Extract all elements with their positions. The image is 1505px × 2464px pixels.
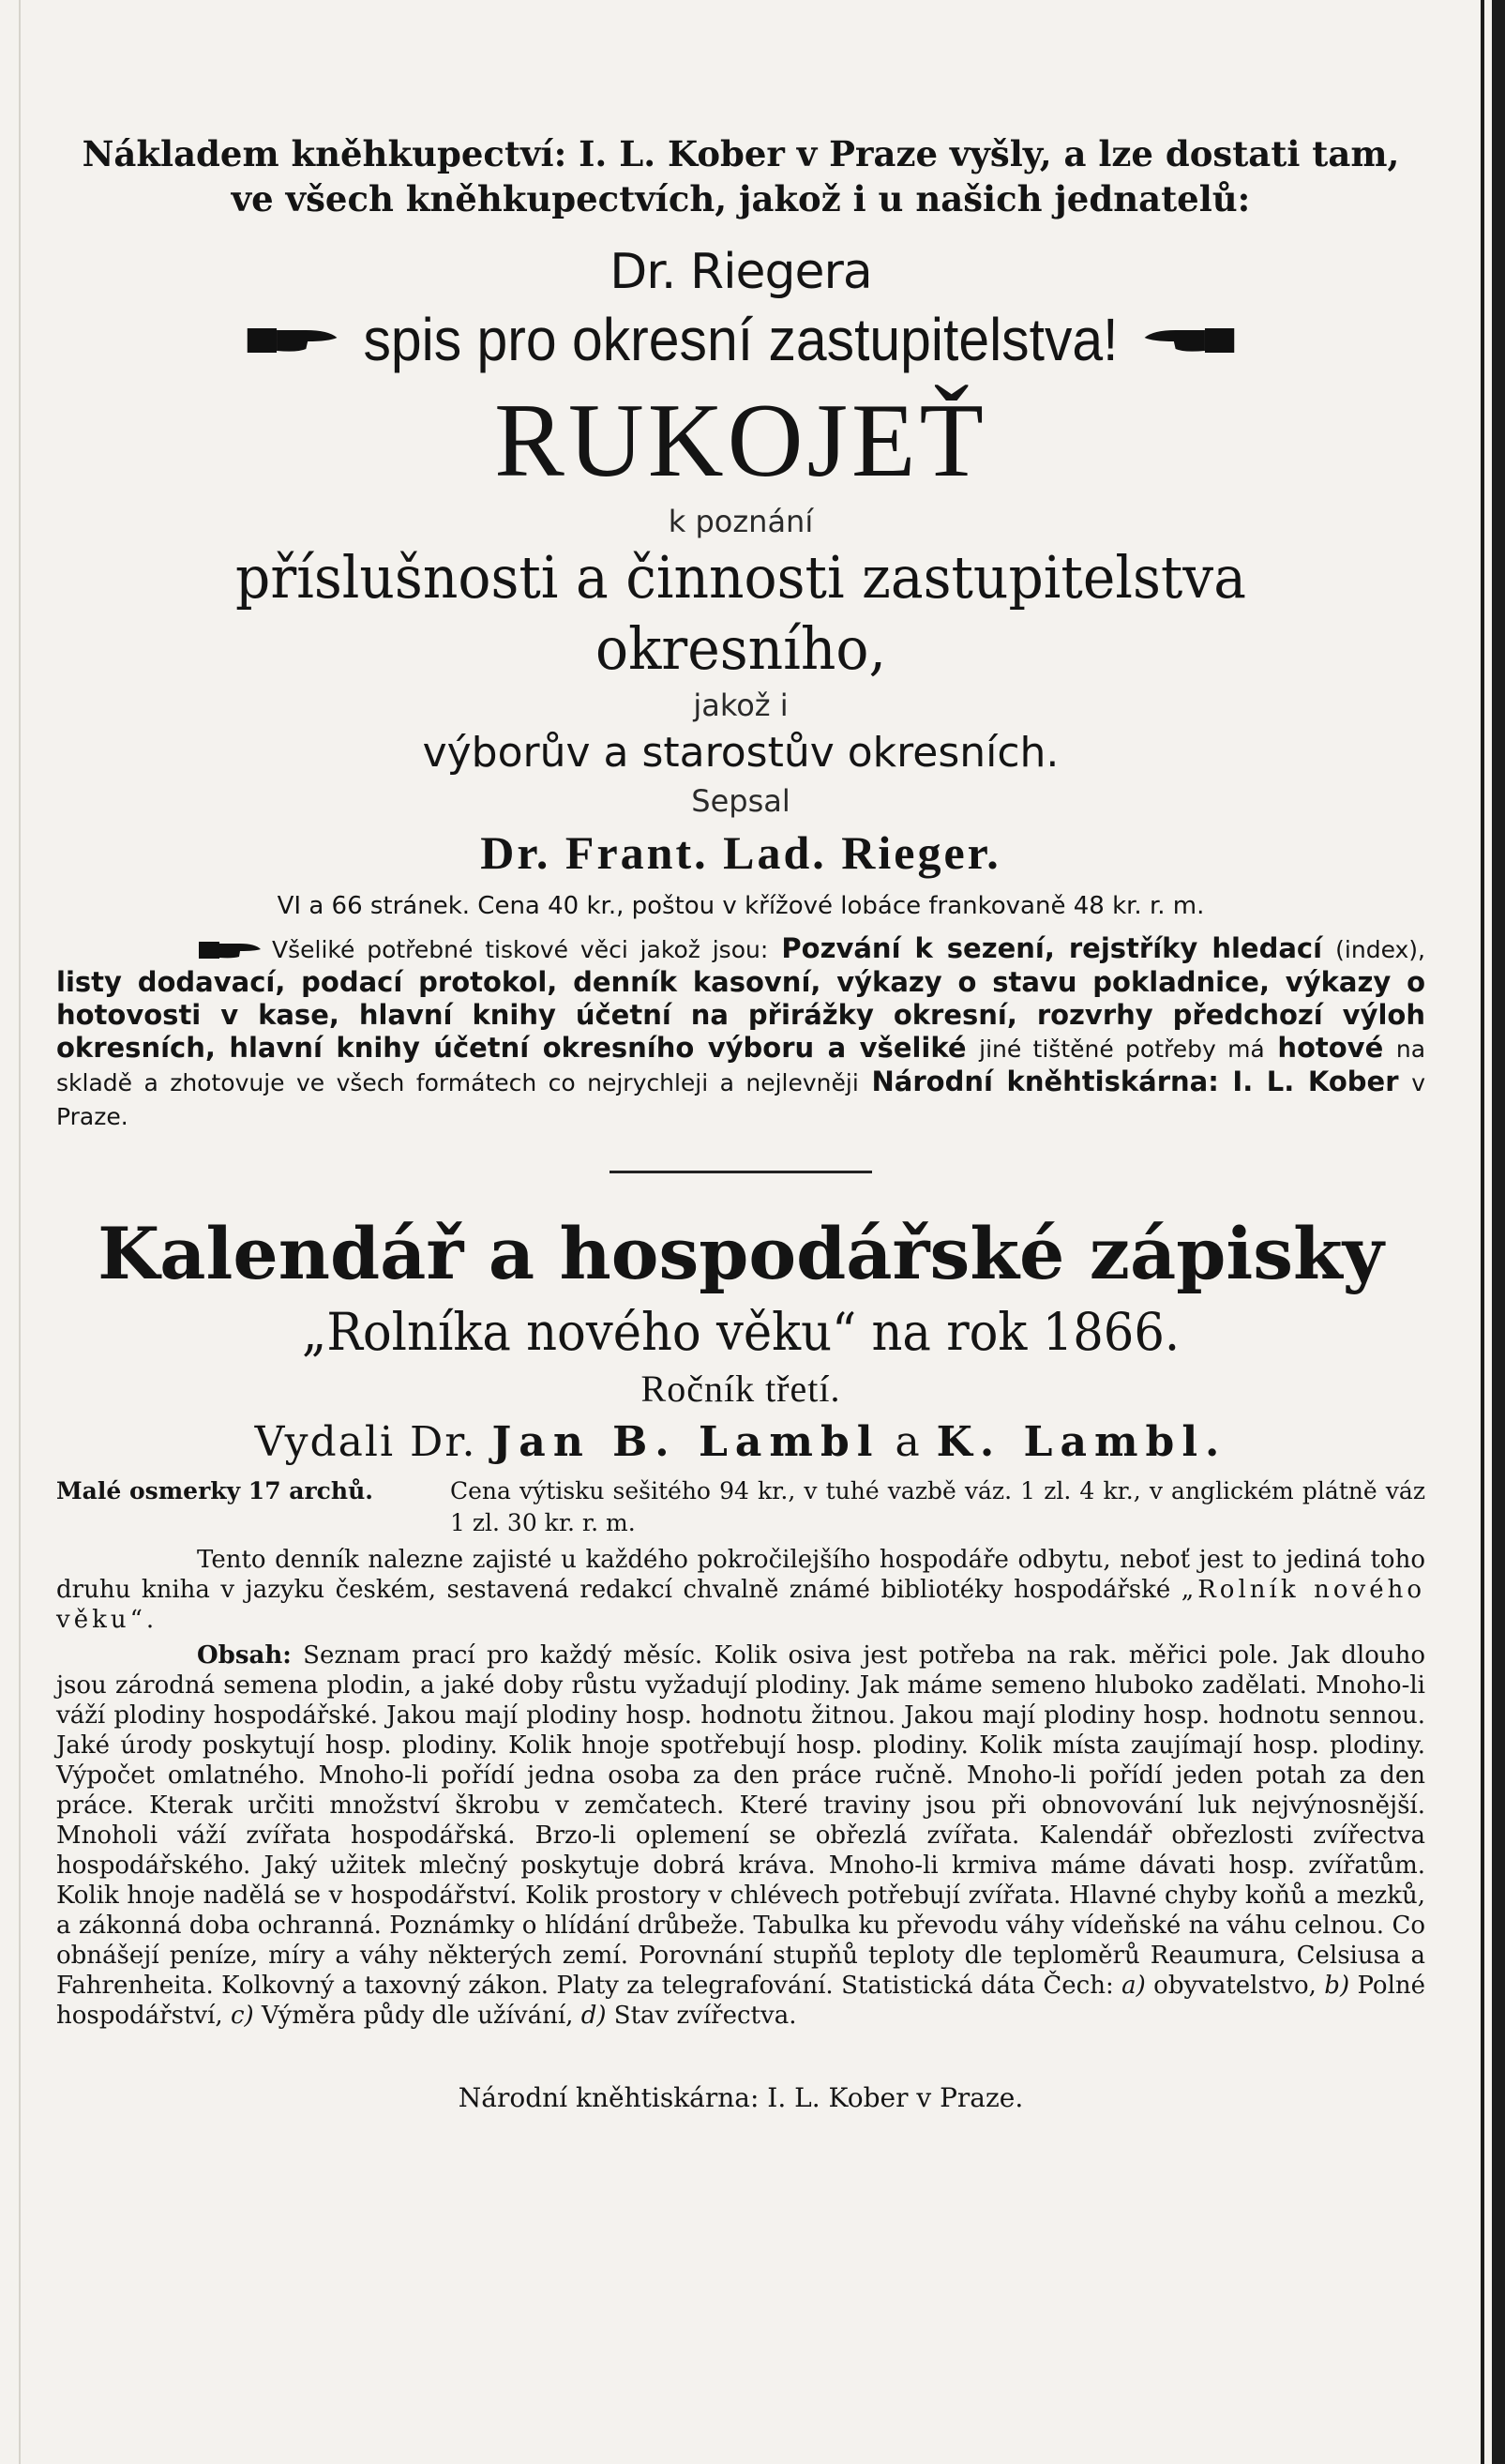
book2-and: a <box>895 1418 922 1466</box>
book2-obsah <box>56 1640 1425 2031</box>
stat-c: Výměra půdy dle užívání, <box>261 2002 574 2030</box>
stat-c-label: c) <box>230 2002 254 2030</box>
advert-part7: na skladě a zhotovuje ve všech formátech co nejrychleji a nejlevněji <box>56 1035 1426 1096</box>
advert-part8: Národní kněhtiskárna: I. L. Kober <box>871 1066 1399 1097</box>
stat-a: obyvatelstvo, <box>1153 1972 1317 2000</box>
book2-editor2: K. Lambl. <box>936 1418 1227 1466</box>
pointing-hand-right-icon <box>246 321 340 358</box>
advert-part9: v Praze. <box>56 1069 1426 1130</box>
stat-b-label: b) <box>1324 1972 1350 2000</box>
advert-part4: listy dodavací, podací protokol, denník kasovní, výkazy o stavu pokladnice, výkazy o hotovosti v kase, hlavní knihy účetní na přirážky okresní, rozvrhy předchozí výloh okresních, hlavní knihy účetní okresního výboru a všeliké <box>56 966 1425 1064</box>
book2-obsah-text: Seznam prací pro každý měsíc. Kolik osiva jest potřeba na rak. měřici pole. Jak dlouho jsou zárodná semena plodin, a jaké doby růstu vyžadují plodiny. Jak máme semeno hluboko zadělati. Mnoho-li váží plodiny hospodářské. Jakou mají plodiny hosp. hodnotu žitnou. Jakou mají plodiny hosp. hodnotu sennou. Jaké úrody poskytují hosp. plodiny. Kolik hnoje spotřebují hosp. plodiny. Kolik místa zaujímají hosp. plodiny. Výpočet omlatného. Mnoho-li pořídí jedna osoba za den práce ručně. Mnoho-li pořídí jeden potah za den práce. Kterak určiti množství škrobu v zemčatech. Které traviny jsou při obnovování luk nejvýnosnější. Mnoholi váží zvířata hospodářská. Brzo-li oplemení se obřezlá zvířata. Kalendář obřezlosti zvířectva hospodářského. Jaký užitek mlečný poskytuje dobrá kráva. Mnoho-li krmiva máme dávati hosp. zvířatům. Kolik hnoje nadělá se v hospodářství. Kolik prostory v chlévech potřebují zvířata. Hlavné chyby koňů a mezků, a zákonná doba ochranná. Poznámky o hlídání drůbeže. Tabulka ku převodu váhy vídeňské na váhu celnou. Co obnášejí peníze, míry a váhy některých zemí. Porovnání stupňů teploty dle teploměrů Reaumura, Celsiusa a Fahrenheita. Kolkovný a taxovný zákon. Platy za telegrafování. Statistická dáta Čech: <box>56 1641 1425 2000</box>
stat-d-label: d) <box>580 2002 607 2030</box>
publisher-intro: Nákladem kněhkupectví: I. L. Kober v Praze vyšly, a lze dostati tam, ve všech kněhkupectvích, jakož i u našich jednatelů: <box>82 133 1400 219</box>
book2-price-label: Malé osmerky 17 archů. <box>56 1477 373 1504</box>
book1-vyboru: výborův a starostův okresních. <box>422 729 1060 777</box>
book2-intro-series: „Rolník nového věku“. <box>56 1576 1425 1634</box>
book1-subtitle: příslušnosti a činnosti zastupitelstva okresního, <box>235 543 1246 683</box>
book2-rocnik: Ročník třetí. <box>640 1368 841 1410</box>
book2-vydali-label: Vydali Dr. <box>254 1418 477 1466</box>
section-divider <box>610 1171 872 1173</box>
advert-paragraph <box>56 932 1425 1133</box>
stat-a-label: a) <box>1121 1972 1146 2000</box>
book2-editor1: Jan B. Lambl <box>491 1418 880 1466</box>
advert-part5: jiné tištěné potřeby má <box>979 1035 1265 1063</box>
book2-intro-text: Tento denník nalezne zajisté u každého pokročilejšího hospodáře odbytu, neboť jest to jediná toho druhu kniha v jazyku českém, sestavená redakcí chvalně známé bibliotéky hospodářské <box>56 1546 1425 1604</box>
book1-author-name: Dr. Frant. Lad. Rieger. <box>480 826 1001 879</box>
book2-subtitle: „Rolníka nového věku“ na rok 1866. <box>301 1302 1181 1362</box>
pointing-hand-icon <box>197 938 263 962</box>
book2-editors <box>56 1413 1425 1472</box>
book1-price: VI a 66 stránek. Cena 40 kr., poštou v křížové lobáce frankovaně 48 kr. r. m. <box>277 892 1205 920</box>
book2-obsah-label: Obsah: <box>197 1641 292 1670</box>
advert-part1: Všeliké potřebné tiskové věci jakož jsou: <box>272 936 769 963</box>
book1-k-poznani: k poznání <box>668 504 814 539</box>
book1-jakoz-i: jakož i <box>693 688 789 723</box>
book2-price-row <box>56 1475 1425 1539</box>
book1-spis-text: spis pro okresní zastupitelstva! <box>363 306 1119 373</box>
advert-part6: hotové <box>1277 1032 1384 1064</box>
book2-price-text: Cena výtisku sešitého 94 kr., v tuhé vazbě váz. 1 zl. 4 kr., v anglickém plátně váz 1 zl. 30 kr. r. m. <box>450 1477 1425 1536</box>
advert-part3: (index), <box>1335 936 1426 963</box>
left-page-edge <box>0 0 21 2464</box>
stat-d: Stav zvířectva. <box>613 2002 797 2030</box>
footer-imprint: Národní kněhtiskárna: I. L. Kober v Praze. <box>458 2082 1024 2113</box>
advert-part2: Pozvání k sezení, rejstříky hledací <box>781 932 1323 964</box>
book1-author-line: Dr. Riegera <box>610 244 872 300</box>
pointing-hand-left-icon <box>1140 321 1235 358</box>
book1-spis-line <box>111 302 1370 377</box>
document-content <box>56 131 1425 2117</box>
stat-b: Polné hospodářství, <box>56 1972 1426 2030</box>
book1-sepsal: Sepsal <box>691 783 790 819</box>
book2-intro <box>56 1545 1425 1635</box>
right-page-edge <box>1481 0 1505 2464</box>
book1-title: RUKOJEŤ <box>494 383 987 499</box>
book2-title: Kalendář a hospodářské zápisky <box>98 1212 1384 1295</box>
